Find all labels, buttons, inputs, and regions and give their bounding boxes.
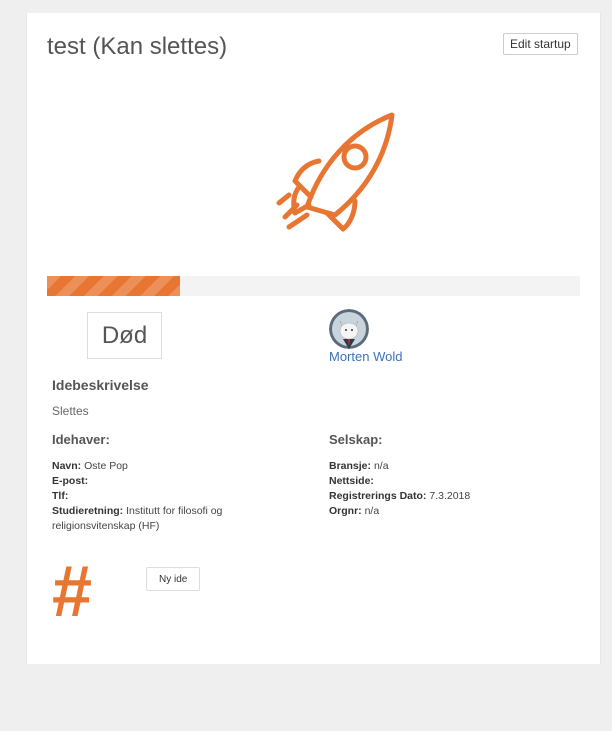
company-orgnr-label: Orgnr: xyxy=(329,505,362,517)
owner-info xyxy=(52,459,282,534)
edit-startup-button[interactable]: Edit startup xyxy=(503,33,578,55)
owner-name-row xyxy=(52,459,282,474)
owner-phone-row xyxy=(52,489,282,504)
company-website-label: Nettside: xyxy=(329,475,374,487)
rocket-icon xyxy=(259,109,399,244)
company-industry-label: Bransje: xyxy=(329,460,372,472)
owner-email-row xyxy=(52,474,282,489)
idea-description-heading: Idebeskrivelse xyxy=(52,377,149,393)
progress-bar xyxy=(47,276,580,296)
owner-heading: Idehaver: xyxy=(52,432,110,447)
company-heading: Selskap: xyxy=(329,432,383,447)
status-badge: Død xyxy=(87,312,162,359)
hash-icon: # xyxy=(52,552,93,632)
company-industry-row xyxy=(329,459,579,474)
owner-study-value: Institutt for filosofi og religionsvitenskap (HF) xyxy=(52,505,223,532)
idea-description: Slettes xyxy=(52,404,89,418)
company-info xyxy=(329,459,579,519)
progress-bar-fill xyxy=(47,276,180,296)
owner-phone-label: Tlf: xyxy=(52,490,69,502)
company-regdate-label: Registrerings Dato: xyxy=(329,490,427,502)
owner-email-label: E-post: xyxy=(52,475,89,487)
page-title: test (Kan slettes) xyxy=(47,33,228,60)
owner-study-label: Studieretning: xyxy=(52,505,124,517)
mentor-link[interactable]: Morten Wold xyxy=(329,349,403,364)
startup-card xyxy=(26,13,601,664)
owner-name-label: Navn: xyxy=(52,460,82,472)
owner-name-value: Oste Pop xyxy=(84,460,128,472)
mentor-avatar[interactable] xyxy=(329,309,369,349)
company-industry-value: n/a xyxy=(373,460,389,472)
company-regdate-value: 7.3.2018 xyxy=(429,490,471,502)
company-regdate-row xyxy=(329,489,579,504)
company-orgnr-row xyxy=(329,504,579,519)
owner-study-row xyxy=(52,504,282,534)
company-website-row xyxy=(329,474,579,489)
company-orgnr-value: n/a xyxy=(364,505,380,517)
new-idea-button[interactable]: Ny ide xyxy=(146,567,200,591)
